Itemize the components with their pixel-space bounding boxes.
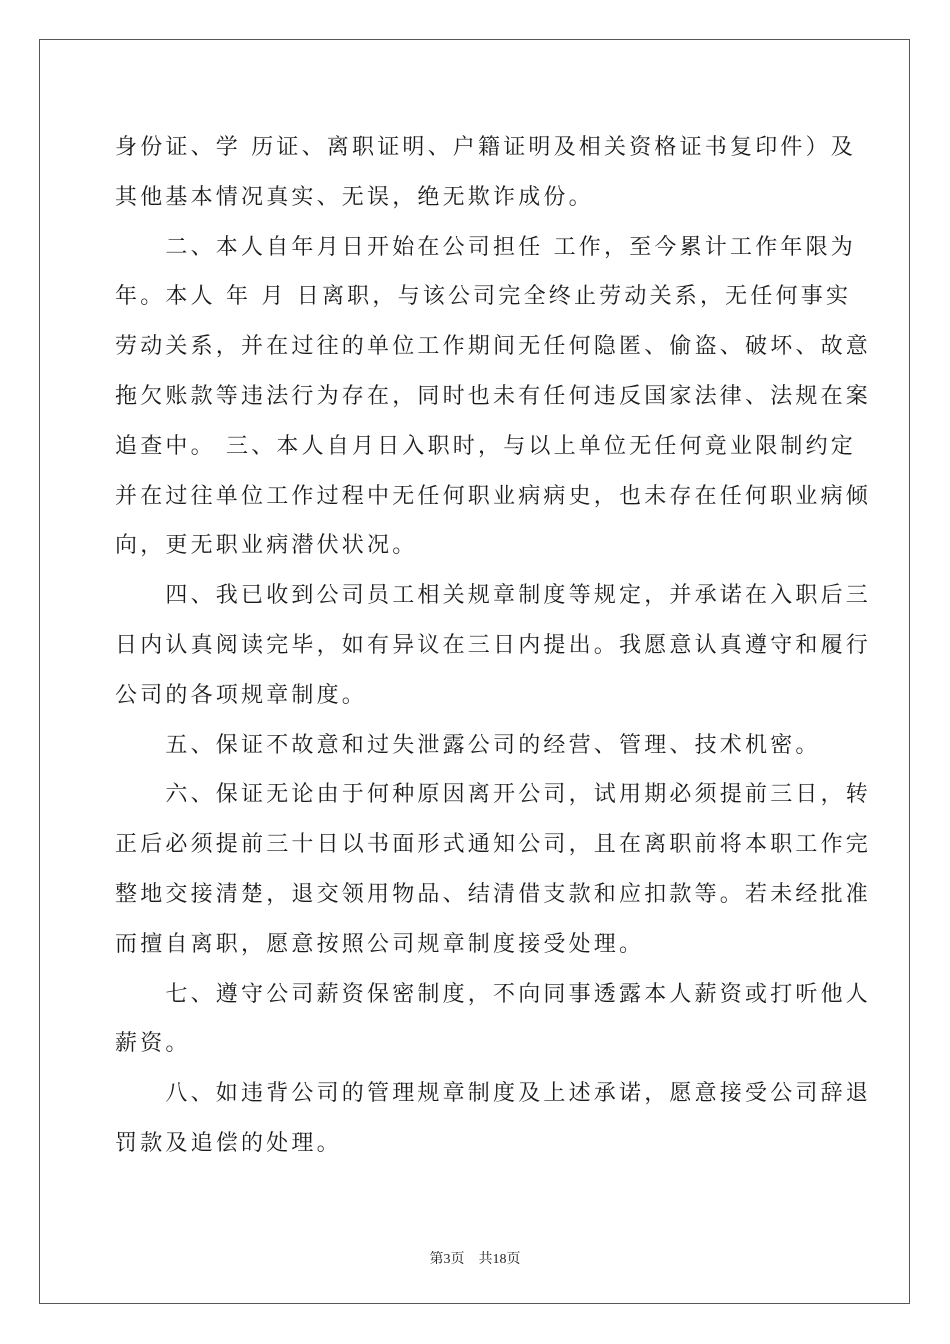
text-line: 罚款及追偿的处理。 bbox=[115, 1130, 342, 1156]
text-line: 其他基本情况真实、无误，绝无欺诈成份。 bbox=[115, 184, 594, 210]
text-line: 年。本人 年 月 日离职，与该公司完全终止劳动关系，无任何事实 bbox=[115, 284, 852, 310]
text-line: 二、本人自年月日开始在公司担任 工作，至今累计工作年限为 bbox=[115, 234, 856, 260]
text-line: 追查中。 三、本人自月日入职时，与以上单位无任何竟业限制约定 bbox=[115, 433, 856, 459]
text-line: 薪资。 bbox=[115, 1031, 191, 1057]
text-line: 公司的各项规章制度。 bbox=[115, 682, 368, 708]
text-line: 日内认真阅读完毕，如有异议在三日内提出。我愿意认真遵守和履行 bbox=[115, 632, 872, 658]
text-line: 四、我已收到公司员工相关规章制度等规定，并承诺在入职后三 bbox=[115, 583, 872, 609]
page-number-footer: 第3页 共18页 bbox=[429, 1252, 521, 1267]
text-line: 八、如违背公司的管理规章制度及上述承诺，愿意接受公司辞退 bbox=[115, 1081, 872, 1107]
text-line: 整地交接清楚，退交领用物品、结清借支款和应扣款等。若未经批准 bbox=[115, 881, 872, 907]
text-line: 身份证、学 历证、离职证明、户籍证明及相关资格证书复印件）及 bbox=[115, 135, 856, 160]
text-line: 向，更无职业病潜伏状况。 bbox=[115, 533, 418, 559]
text-line: 而擅自离职，愿意按照公司规章制度接受处理。 bbox=[115, 931, 645, 957]
text-line: 劳动关系，并在过往的单位工作期间无任何隐匿、偷盗、破坏、故意 bbox=[115, 334, 872, 360]
text-line: 正后必须提前三十日以书面形式通知公司，且在离职前将本职工作完 bbox=[115, 832, 872, 858]
document-body bbox=[115, 123, 872, 1169]
text-line: 七、遵守公司薪资保密制度，不向同事透露本人薪资或打听他人 bbox=[115, 981, 872, 1007]
text-line: 六、保证无论由于何种原因离开公司，试用期必须提前三日，转 bbox=[115, 782, 872, 808]
text-line: 并在过往单位工作过程中无任何职业病病史，也未存在任何职业病倾 bbox=[115, 483, 872, 509]
text-line: 五、保证不故意和过失泄露公司的经营、管理、技术机密。 bbox=[115, 732, 821, 758]
text-line: 拖欠账款等违法行为存在，同时也未有任何违反国家法律、法规在案 bbox=[115, 383, 872, 409]
